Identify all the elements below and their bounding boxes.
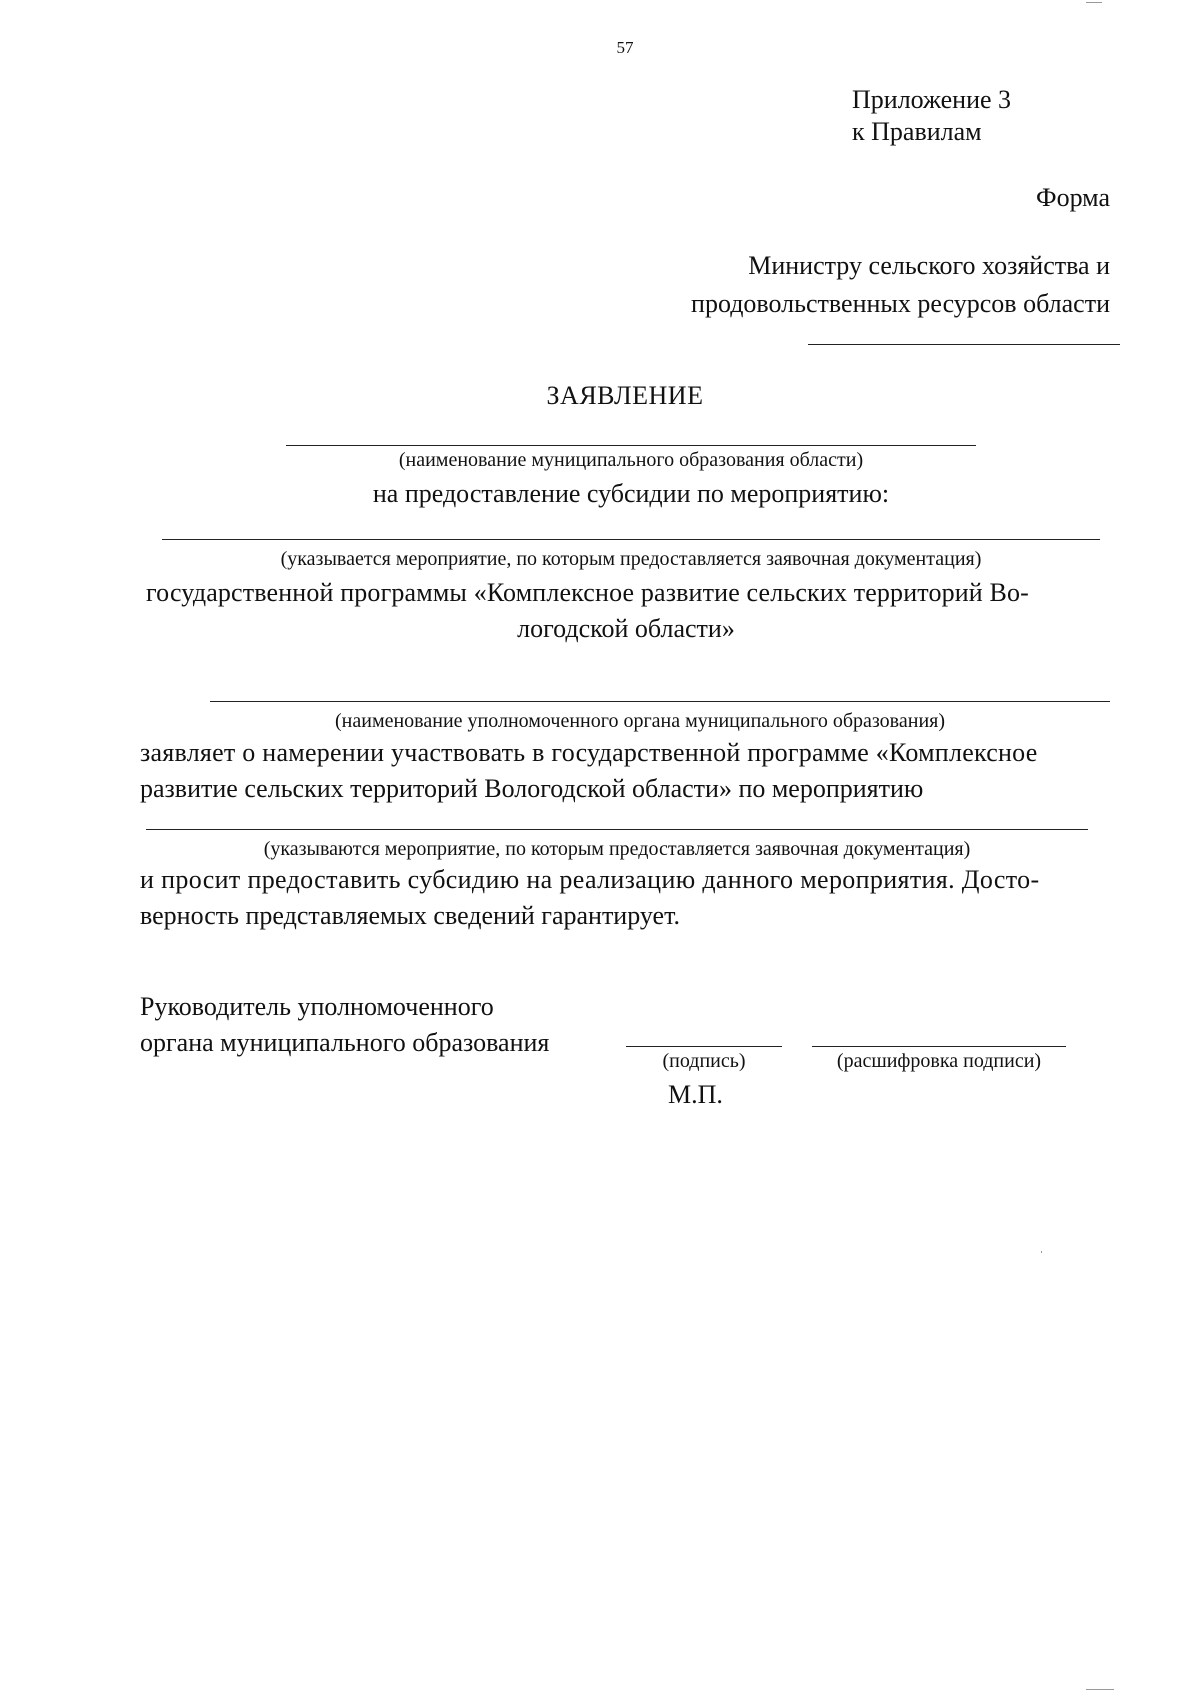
events-name-line <box>146 829 1088 830</box>
authority-name-line <box>210 701 1110 702</box>
request-line-2: верность представляемых сведений гарантирует. <box>140 901 680 930</box>
stamp-label: М.П. <box>668 1080 723 1109</box>
appendix-header <box>852 84 1011 148</box>
appendix-line-1: Приложение 3 <box>852 85 1012 114</box>
signatory-line-2: органа муниципального образования <box>140 1028 550 1057</box>
decryption-hint: (расшифровка подписи) <box>836 1050 1042 1072</box>
subsidy-request-line: на предоставление субсидии по мероприятию: <box>372 479 890 508</box>
intent-line-2: развитие сельских территорий Вологодской области» по мероприятию <box>140 774 924 803</box>
scan-mark <box>1041 1251 1042 1253</box>
addressee-line-1: Министру сельского хозяйства и <box>748 251 1110 280</box>
appendix-line-2: к Правилам <box>852 117 982 146</box>
signatory-block <box>140 989 549 1061</box>
request-line-1: и просит предоставить субсидию на реализацию данного мероприятия. Досто- <box>140 865 1040 894</box>
signature-hint: (подпись) <box>662 1050 746 1072</box>
municipality-name-line <box>286 445 976 446</box>
form-label: Форма <box>1036 183 1110 212</box>
event-name-line <box>162 539 1100 540</box>
page-number: 57 <box>616 38 634 57</box>
program-line-2: логодской области» <box>517 614 735 643</box>
municipality-hint: (наименование муниципального образования области) <box>398 449 864 471</box>
addressee-line-2: продовольственных ресурсов области <box>691 289 1110 318</box>
event-hint: (указывается мероприятие, по которым предоставляется заявочная документация) <box>280 548 982 570</box>
addressee-block <box>691 247 1110 323</box>
decryption-line <box>812 1046 1066 1047</box>
program-line-1: государственной программы «Комплексное развитие сельских территорий Во- <box>146 578 1029 607</box>
signature-line <box>626 1046 782 1047</box>
signatory-line-1: Руководитель уполномоченного <box>140 992 494 1021</box>
document-title: ЗАЯВЛЕНИЕ <box>546 381 704 410</box>
authority-hint: (наименование уполномоченного органа муниципального образования) <box>335 710 945 732</box>
intent-line-1: заявляет о намерении участвовать в государственной программе «Комплексное <box>140 738 1038 767</box>
scan-mark <box>1086 2 1102 3</box>
scan-mark <box>1086 1689 1114 1690</box>
events-hint: (указываются мероприятие, по которым предоставляется заявочная документация) <box>263 838 971 860</box>
addressee-name-line <box>808 344 1120 345</box>
